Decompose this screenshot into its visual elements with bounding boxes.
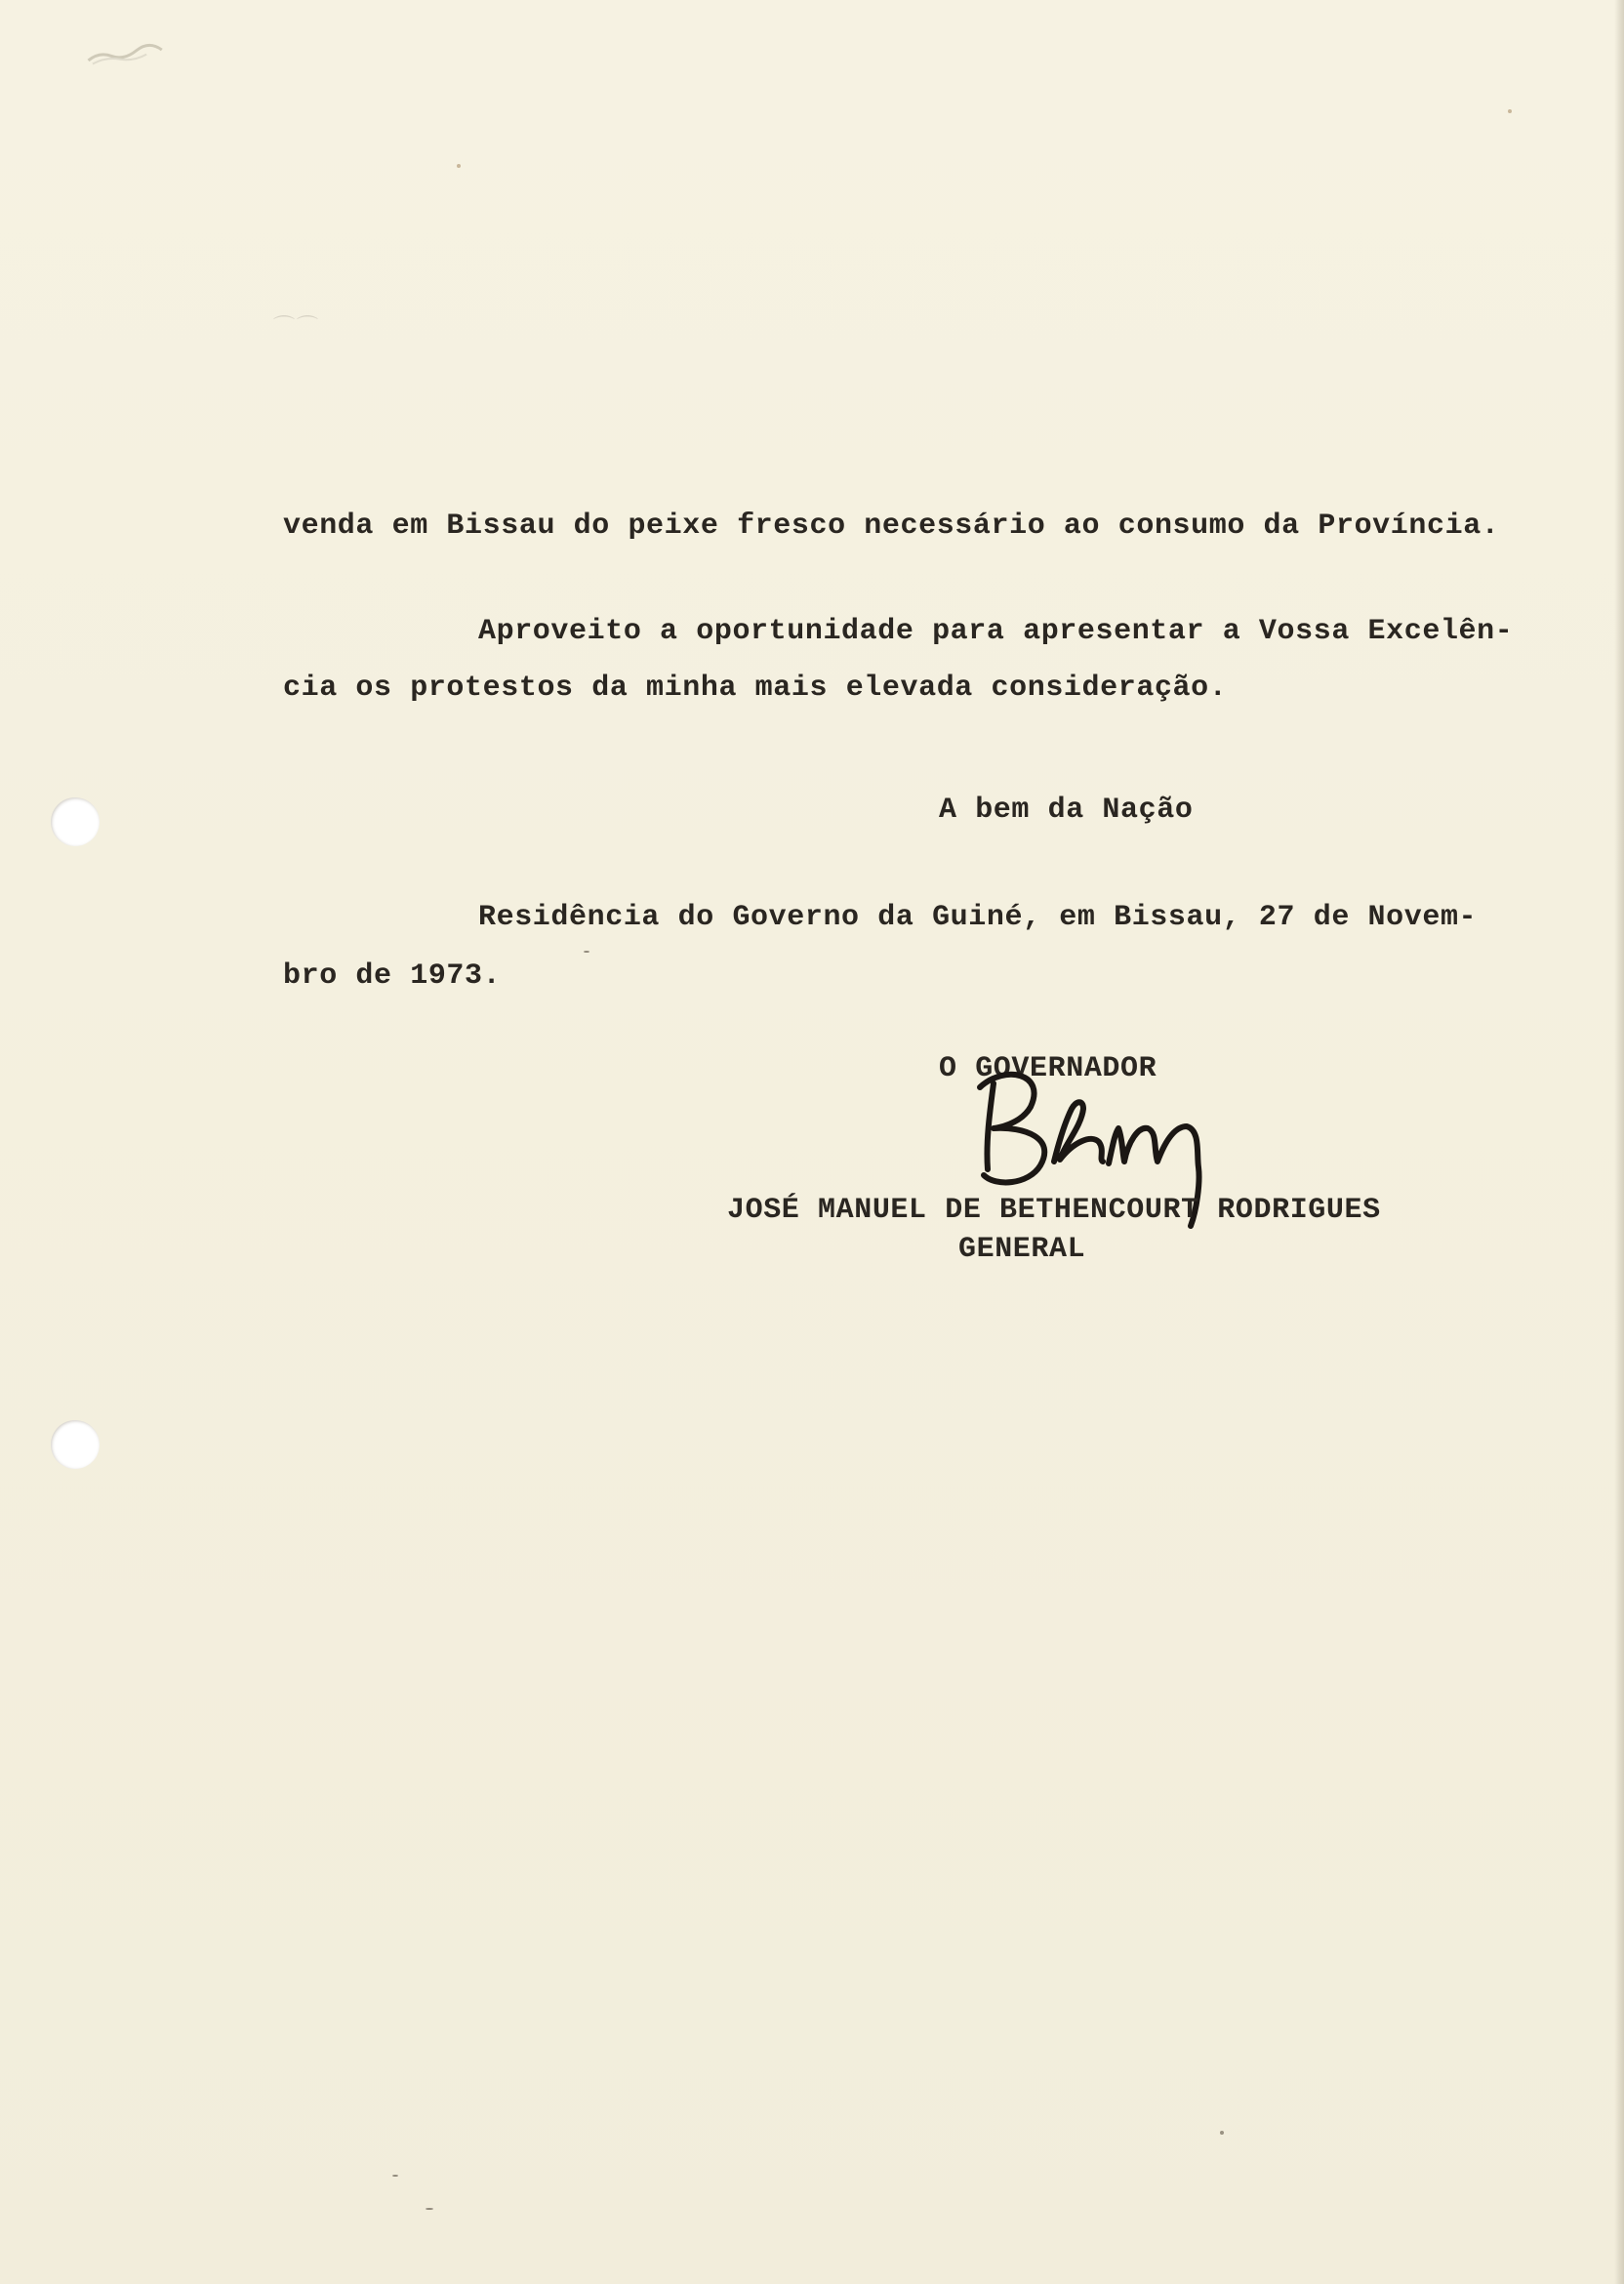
paper-speck [584,951,589,953]
body-line-1: venda em Bissau do peixe fresco necessário ao consumo da Província. [283,510,1500,543]
signatory-name: JOSÉ MANUEL DE BETHENCOURT RODRIGUES [727,1194,1381,1227]
paper-speck [457,164,461,168]
place-date-line-2: bro de 1973. [283,959,502,993]
paper-speck [392,2175,398,2177]
punch-hole-top [51,797,100,846]
paper-speck [1220,2131,1224,2135]
signatory-title: O GOVERNADOR [939,1052,1157,1085]
closing-phrase: A bem da Nação [939,794,1194,827]
place-date-line-1: Residência do Governo da Guiné, em Bissau, 27 de Novem- [478,901,1478,934]
faint-pencil-mark: ⌒⌒ [273,315,321,340]
page-edge-shadow [1614,0,1624,2284]
paper-speck [1508,109,1512,113]
punch-hole-bottom [51,1420,100,1469]
signatory-rank: GENERAL [958,1233,1086,1266]
body-line-2: Aproveito a oportunidade para apresentar a Vossa Excelên- [478,615,1514,648]
torn-corner-mark [85,39,165,68]
paper-speck [426,2208,433,2210]
body-line-3: cia os protestos da minha mais elevada consideração. [283,672,1228,705]
